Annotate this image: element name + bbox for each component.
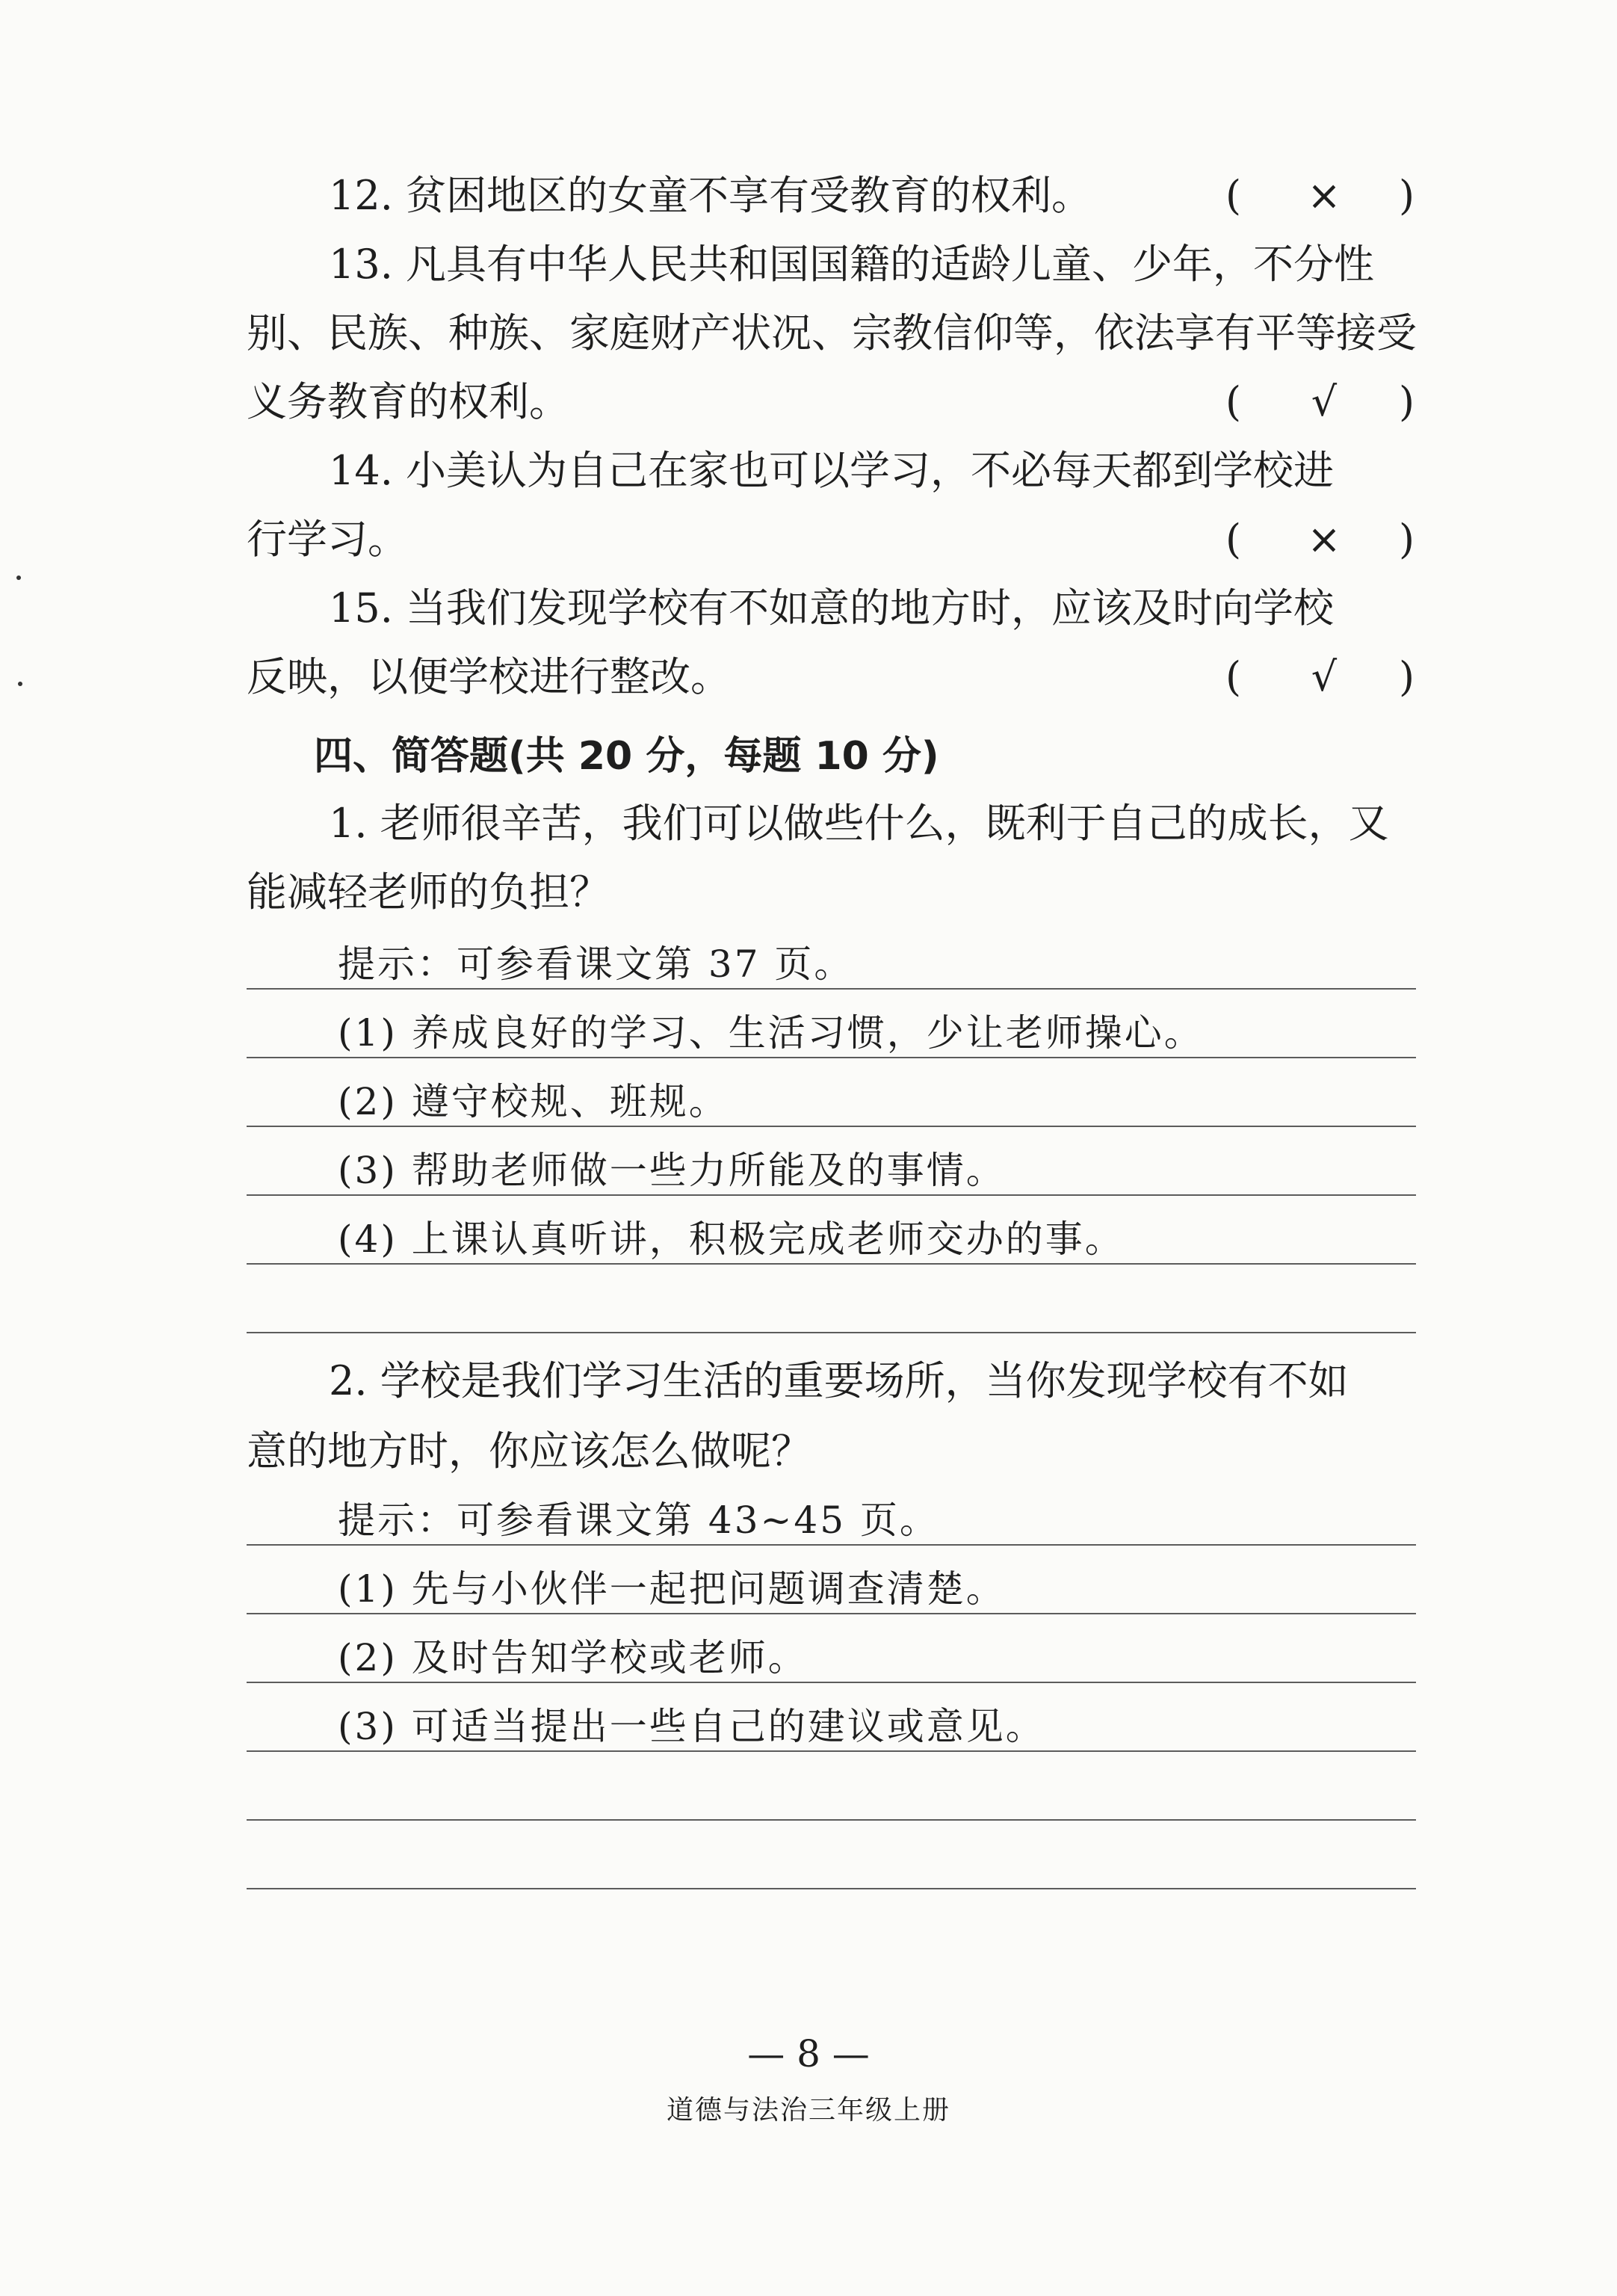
answer-rule [247,1332,1416,1333]
question-1-line-2: 能减轻老师的负担？ [247,868,610,916]
section-heading: 四、简答题(共 20 分，每题 10 分) [314,734,939,779]
answer-rule [247,1126,1416,1127]
paren-close: ) [1399,516,1415,563]
answer-1-line-4: (4) 上课认真听讲，积极完成老师交办的事。 [338,1218,1125,1261]
check-mark: √ [1311,378,1338,425]
question-2-line-1: 2. 学校是我们学习生活的重要场所，当你发现学校有不如 [329,1357,1349,1404]
cross-mark: × [1307,516,1341,563]
item-12-line-1: 12. 贫困地区的女童不享有受教育的权利。 [329,172,1092,219]
answer-1-line-2: (2) 遵守校规、班规。 [338,1080,729,1123]
answer-1-line-1: (1) 养成良好的学习、生活习惯，少让老师操心。 [338,1011,1204,1055]
item-13-line-1: 13. 凡具有中华人民共和国国籍的适龄儿童、少年，不分性 [329,241,1375,288]
answer-2-line-2: (2) 及时告知学校或老师。 [338,1636,808,1679]
paren-open: ( [1225,172,1242,219]
question-1-line-1: 1. 老师很辛苦，我们可以做些什么，既利于自己的成长，又 [329,800,1389,847]
scan-speck [16,575,21,580]
paren-open: ( [1225,516,1242,563]
paren-close: ) [1399,172,1415,219]
answer-1-hint: 提示：可参看课文第 37 页。 [338,942,854,986]
answer-rule [247,1194,1416,1196]
item-13-line-2: 别、民族、种族、家庭财产状况、宗教信仰等，依法享有平等接受 [247,309,1417,357]
answer-rule [247,1819,1416,1821]
item-15-line-2: 反映，以便学校进行整改。 [247,653,731,700]
item-14-line-1: 14. 小美认为自己在家也可以学习，不必每天都到学校进 [329,447,1335,494]
answer-2-line-3: (3) 可适当提出一些自己的建议或意见。 [338,1705,1045,1748]
paren-open: ( [1225,378,1242,425]
item-13-line-3: 义务教育的权利。 [247,378,569,425]
answer-2-hint: 提示：可参看课文第 43~45 页。 [338,1499,939,1542]
paren-close: ) [1399,653,1415,700]
answer-rule [247,1750,1416,1752]
answer-rule [247,1057,1416,1058]
answer-rule [247,1613,1416,1614]
answer-rule [247,1888,1416,1889]
item-14-line-2: 行学习。 [247,516,408,563]
answer-1-line-3: (3) 帮助老师做一些力所能及的事情。 [338,1149,1006,1192]
book-title: 道德与法治三年级上册 [666,2095,950,2126]
answer-rule [247,1263,1416,1265]
scan-speck [18,682,22,686]
cross-mark: × [1307,172,1341,219]
paren-close: ) [1399,378,1415,425]
question-2-line-2: 意的地方时，你应该怎么做呢？ [247,1428,811,1475]
answer-rule [247,1682,1416,1683]
check-mark: √ [1311,653,1338,700]
item-15-line-1: 15. 当我们发现学校有不如意的地方时，应该及时向学校 [329,584,1335,632]
answer-rule [247,988,1416,990]
answer-rule [247,1544,1416,1546]
answer-2-line-1: (1) 先与小伙伴一起把问题调查清楚。 [338,1567,1006,1611]
page-number: — 8 — [747,2032,870,2076]
paren-open: ( [1225,653,1242,700]
